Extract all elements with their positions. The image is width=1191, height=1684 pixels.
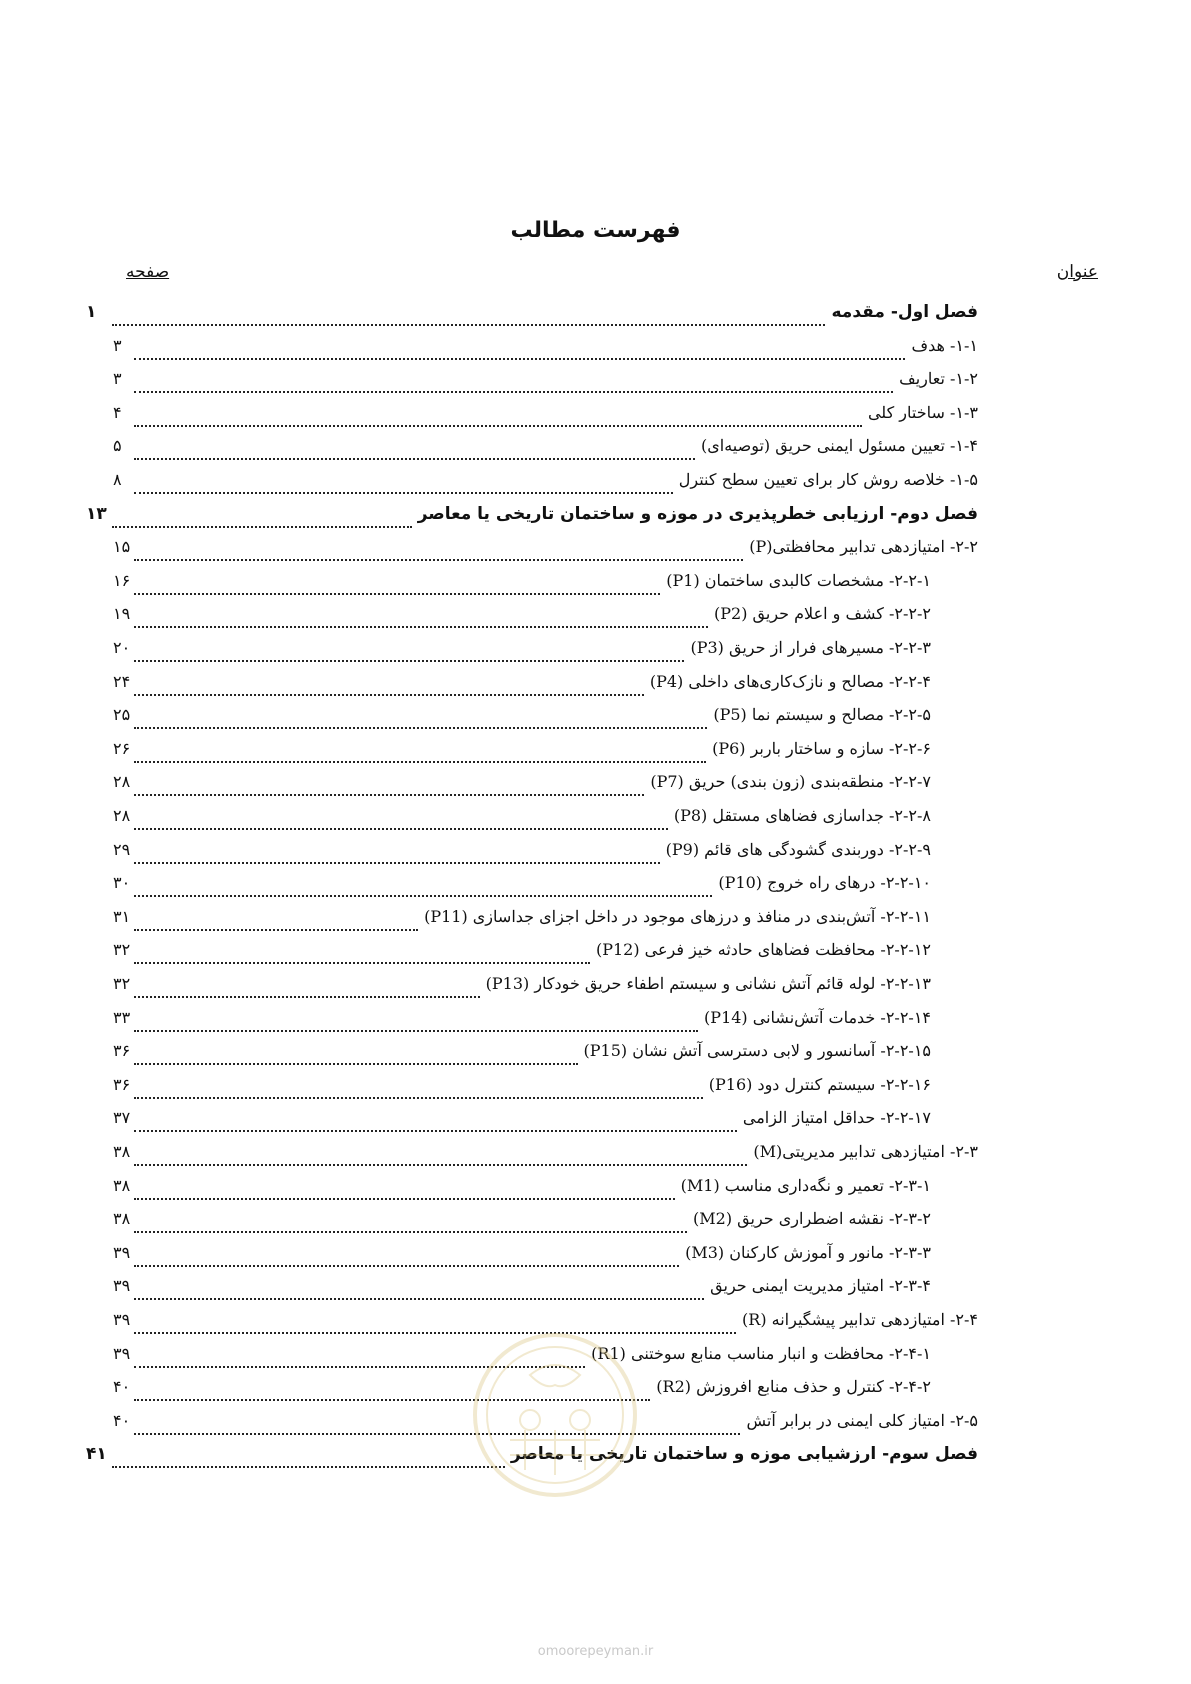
toc-entry-label: ۲-۳-۲- نقشه اضطراری حریق (M2) [693, 1209, 931, 1229]
toc-page-number: ۲۶ [113, 738, 131, 758]
toc-page-number: ۳۶ [113, 1074, 131, 1094]
toc-entry-label: ۲-۲-۹- دوربندی گشودگی های قائم (P9) [665, 839, 931, 859]
column-header-title: عنوان [1056, 262, 1098, 282]
toc-entry-label: ۲-۲-۵- مصالح و سیستم نما (P5) [713, 705, 931, 725]
toc-chapter-row [0, 302, 1191, 336]
toc-row [0, 1176, 1191, 1210]
toc-page-number: ۲۴ [113, 671, 131, 691]
toc-row [0, 1209, 1191, 1243]
toc-page-number: ۳۹ [113, 1310, 131, 1329]
leader-dots [134, 672, 644, 696]
toc-row [0, 336, 1191, 370]
toc-row [0, 1075, 1191, 1109]
toc-page-number: ۲۸ [113, 772, 131, 792]
leader-dots [134, 537, 743, 561]
toc-row [0, 806, 1191, 840]
toc-entry-label: ۲-۲-۱۴- خدمات آتش‌نشانی (P14) [704, 1007, 931, 1027]
toc-entry-label: ۲-۳-۴- امتیاز مدیریت ایمنی حریق [710, 1276, 931, 1296]
toc-entry-label: ۲-۵- امتیاز کلی ایمنی در برابر آتش [746, 1410, 978, 1430]
toc-page-number: ۳۶ [113, 1041, 131, 1061]
leader-dots [134, 1142, 747, 1166]
toc-row [0, 739, 1191, 773]
toc-entry-label: ۲-۲-۴- مصالح و نازک‌کاری‌های داخلی (P4) [649, 671, 931, 691]
watermark-seal-icon [470, 1330, 640, 1500]
toc-page-number: ۳۲ [113, 974, 131, 993]
toc-entry-label: ۲-۴-۲- کنترل و حذف منابع افروزش (R2) [656, 1377, 931, 1397]
toc-page-number: ۸ [113, 470, 122, 489]
toc-page-number: ۳۲ [113, 940, 131, 960]
toc-entry-label: ۲-۲-۲- کشف و اعلام حریق (P2) [713, 604, 931, 624]
toc-page-number: ۳۸ [113, 1175, 131, 1195]
toc-entry-label: ۲-۳- امتیازدهی تدابیر مدیریتی(M) [753, 1142, 978, 1161]
toc-page-number: ۳۹ [113, 1276, 131, 1296]
toc-page-number: ۱۳ [86, 503, 107, 524]
toc-page-number: ۱۹ [113, 604, 131, 624]
toc-row [0, 470, 1191, 504]
leader-dots [134, 403, 862, 427]
leader-dots [134, 1243, 679, 1267]
toc-entry-label: ۱-۴- تعیین مسئول ایمنی حریق (توصیه‌ای) [701, 436, 978, 456]
toc-entry-label: ۲-۳-۳- مانور و آموزش کارکنان (M3) [685, 1242, 931, 1262]
toc-entry-label: ۱-۱- هدف [911, 335, 978, 355]
toc-entry-label: ۲-۲- امتیازدهی تدابیر محافظتی(P) [749, 537, 978, 557]
toc-chapter-row [0, 504, 1191, 538]
leader-dots [134, 873, 712, 897]
leader-dots [134, 1041, 578, 1065]
toc-entry-label: ۱-۳- ساختار کلی [867, 402, 978, 422]
toc-row [0, 1243, 1191, 1277]
leader-dots [134, 772, 644, 796]
leader-dots [134, 705, 707, 729]
leader-dots [134, 1310, 736, 1334]
toc-entry-label: ۲-۲-۷- منطقه‌بندی (زون بندی) حریق (P7) [650, 772, 931, 792]
toc-page-number: ۲۵ [113, 705, 131, 725]
leader-dots [112, 504, 412, 528]
leader-dots [134, 1008, 698, 1032]
toc-row [0, 604, 1191, 638]
page-title: فهرست مطالب [510, 218, 681, 243]
toc-page-number: ۳۸ [113, 1209, 131, 1229]
toc-page-number: ۲۹ [113, 839, 131, 859]
toc-entry-label: ۲-۲-۱۲- محافظت فضاهای حادثه خیز فرعی (P12) [595, 940, 931, 960]
toc-row [0, 705, 1191, 739]
toc-row [0, 1041, 1191, 1075]
toc-page-number: ۱۵ [113, 537, 131, 557]
toc-entry-label: ۲-۲-۱۰- درهای راه خروج (P10) [718, 873, 931, 893]
toc-page-number: ۳۹ [113, 1343, 131, 1363]
leader-dots [134, 806, 668, 830]
leader-dots [134, 1108, 737, 1132]
toc-entry-label: فصل دوم- ارزیابی خطرپذیری در موزه و ساختمان تاریخی یا معاصر [417, 503, 978, 524]
toc-page-number: ۴ [113, 402, 122, 422]
toc-page-number: ۳۳ [113, 1007, 131, 1027]
toc-entry-label: ۱-۲- تعاریف [899, 369, 978, 389]
toc-row [0, 571, 1191, 605]
leader-dots [134, 571, 660, 595]
toc-entry-label: فصل اول- مقدمه [831, 302, 978, 322]
toc-entry-label: ۲-۲-۱۷- حداقل امتیاز الزامی [742, 1108, 931, 1128]
toc-entry-label: ۲-۴- امتیازدهی تدابیر پیشگیرانه (R) [742, 1310, 978, 1329]
toc-row [0, 672, 1191, 706]
toc-entry-label: ۲-۲-۱۳- لوله قائم آتش نشانی و سیستم اطفاء حریق خودکار (P13) [485, 974, 931, 993]
toc-row [0, 436, 1191, 470]
leader-dots [134, 369, 893, 393]
toc-page-number: ۳ [113, 335, 122, 355]
leader-dots [112, 1444, 505, 1468]
toc-page-number: ۴۰ [113, 1377, 131, 1397]
leader-dots [134, 1411, 740, 1435]
leader-dots [134, 974, 480, 998]
leader-dots [134, 436, 695, 460]
toc-entry-label: ۲-۳-۱- تعمیر و نگه‌داری مناسب (M1) [680, 1175, 931, 1195]
toc-page-number: ۳۰ [113, 873, 131, 893]
leader-dots [134, 840, 660, 864]
leader-dots [134, 1176, 675, 1200]
toc-entry-label: ۲-۲-۱۶- سیستم کنترل دود (P16) [708, 1074, 931, 1094]
leader-dots [134, 336, 905, 360]
toc-row [0, 940, 1191, 974]
toc-entry-label: ۱-۵- خلاصه روش کار برای تعیین سطح کنترل [678, 470, 978, 489]
toc-row [0, 403, 1191, 437]
toc-page-number: ۲۸ [113, 806, 131, 825]
toc-entry-label: ۲-۲-۶- سازه و ساختار باربر (P6) [712, 738, 931, 758]
toc-page-number: ۵ [113, 436, 122, 456]
website-footer: omoorepeyman.ir [537, 1644, 654, 1659]
toc-entry-label: فصل سوم- ارزشیابی موزه و ساختمان تاریخی یا معاصر [510, 1444, 978, 1465]
toc-entry-label: ۲-۲-۸- جداسازی فضاهای مستقل (P8) [673, 806, 931, 825]
toc-row [0, 1142, 1191, 1176]
leader-dots [134, 1276, 704, 1300]
leader-dots [134, 604, 708, 628]
toc-page-number: ۳۸ [113, 1142, 131, 1161]
toc-page-number: ۳۱ [113, 906, 131, 926]
toc-row [0, 974, 1191, 1008]
toc-row [0, 907, 1191, 941]
toc-entry-label: ۲-۲-۱۱- آتش‌بندی در منافذ و درزهای موجود در داخل اجزای جداسازی (P11) [424, 906, 931, 926]
toc-page-number: ۳۷ [113, 1108, 131, 1128]
leader-dots [134, 470, 673, 494]
leader-dots [134, 907, 418, 931]
toc-entry-label: ۲-۴-۱- محافظت و انبار مناسب منابع سوختنی (R1) [591, 1343, 931, 1363]
toc-row [0, 840, 1191, 874]
toc-row [0, 1276, 1191, 1310]
toc-row [0, 537, 1191, 571]
toc-page-number: ۱۶ [113, 570, 131, 590]
toc-entry-label: ۲-۲-۱۵- آسانسور و لابی دسترسی آتش نشان (P15) [583, 1041, 931, 1061]
toc-row [0, 1108, 1191, 1142]
toc-page-number: ۱ [86, 302, 97, 322]
leader-dots [134, 638, 684, 662]
leader-dots [134, 940, 590, 964]
toc-page-number: ۴۰ [113, 1410, 131, 1430]
column-header-page: صفحه [126, 262, 170, 282]
toc-row [0, 772, 1191, 806]
leader-dots [134, 1075, 703, 1099]
toc-row [0, 369, 1191, 403]
toc-page-number: ۳۹ [113, 1242, 131, 1262]
leader-dots [112, 302, 825, 326]
toc-page-number: ۳ [113, 369, 122, 389]
toc-row [0, 873, 1191, 907]
toc-page-number: ۲۰ [113, 638, 131, 657]
toc-row [0, 638, 1191, 672]
leader-dots [134, 1209, 687, 1233]
toc-entry-label: ۲-۲-۱- مشخصات کالبدی ساختمان (P1) [666, 570, 931, 590]
toc-entry-label: ۲-۲-۳- مسیرهای فرار از حریق (P3) [690, 638, 931, 657]
leader-dots [134, 739, 706, 763]
toc-page-number: ۴۱ [86, 1444, 107, 1465]
toc-row [0, 1008, 1191, 1042]
